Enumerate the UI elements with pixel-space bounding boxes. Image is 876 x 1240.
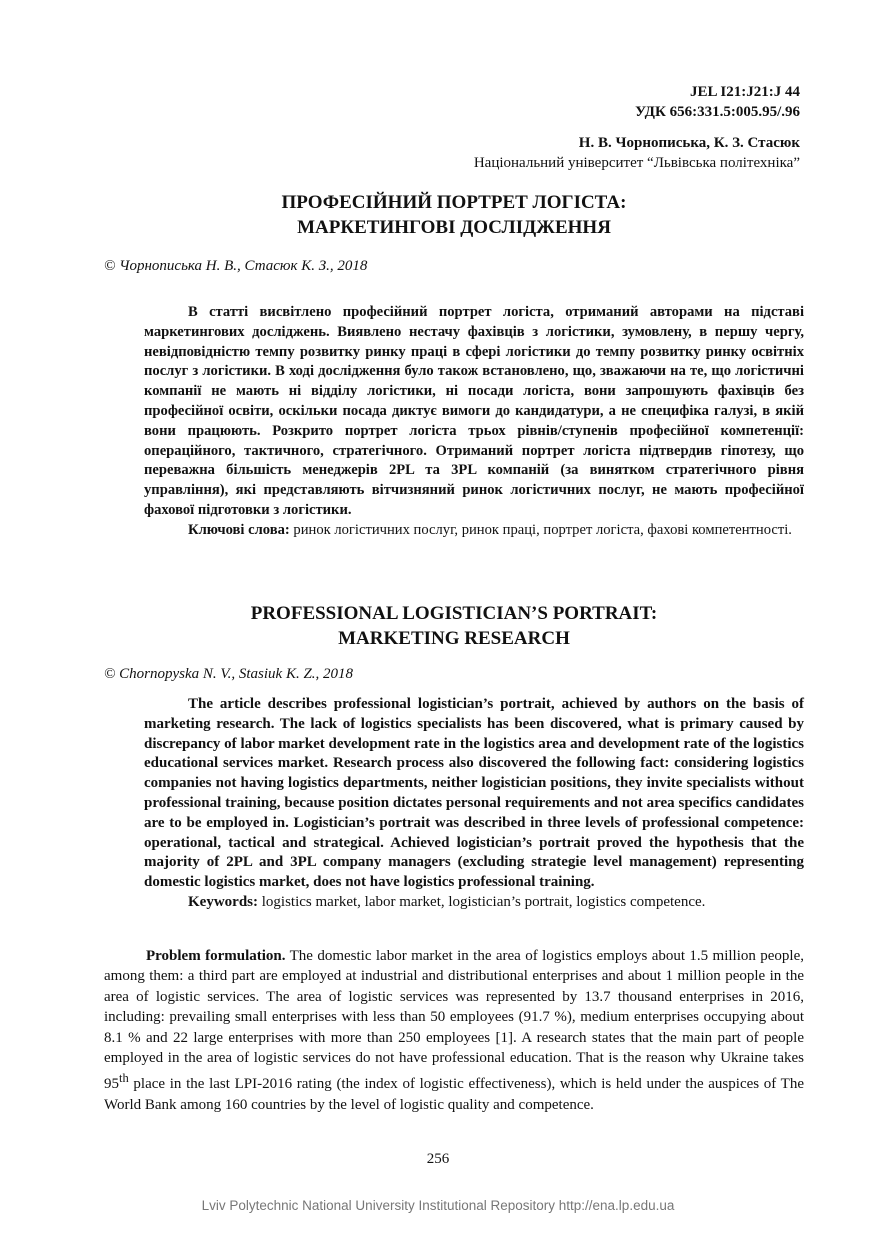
abstract-ukrainian — [144, 303, 804, 541]
title-english — [104, 601, 804, 651]
keywords-english — [144, 893, 804, 913]
body-section — [104, 946, 804, 1115]
jel-code: JEL I21:J21:J 44 — [689, 84, 800, 100]
author-block — [474, 133, 800, 173]
copyright-ukrainian: © Чорнописька Н. В., Стасюк К. З., 2018 — [104, 258, 368, 274]
body-text-part1: The domestic labor market in the area of logistics employs about 1.5 million people, among them: a third part are employed at industrial and distributional enterprises and about 1 million people in the area of logistic services. The area of logistic services was represented by 13.7 thousand enterprises in 2016, including: prevailing small enterprises with less than 50 employees (91.7 %), medium enterprises occupying about 8.1 % and 22 large enterprises with more than 250 employees [1]. A research states that the main part of people employed in the area of logistic services do not have professional education. That is the reason why Ukraine takes 95 — [104, 948, 805, 1093]
affiliation: Національний університет “Львівська політехніка” — [473, 155, 800, 171]
classification-codes — [635, 82, 800, 122]
abstract-ua-text: В статті висвітлено професійний портрет логіста, отриманий авторами на підставі маркетингових досліджень. Виявлено нестачу фахівців з логістики, зумовлену, в першу чергу, невідповідністю темпу розвитку ринку праці в сфері логістики до темпу розвитку ринку освітніх послуг з логістики. В ході дослідження було також встановлено, що, зважаючи на те, що логістичні компанії не мають ні відділу логістики, ні посади логіста, вони запрошують фахівців без професійної освіти, оскільки посада диктує вимоги до кандидатури, а не специфіка галузі, в якій вони працюють. Розкрито портрет логіста трьох рівнів/ступенів професійної компетенції: операційного, тактичного, стратегічного. Отриманий портрет логіста підтвердив гіпотезу, що переважна більшість менеджерів 2PL та 3PL компаній (за винятком стратегічного рівня управління), які представляють вітчизняний ринок логістичних послуг, не мають професійної фахової підготовки з логістики. — [144, 304, 804, 518]
copyright-english: © Chornopyska N. V., Stasiuk K. Z., 2018 — [104, 666, 354, 682]
udk-code: УДК 656:331.5:005.95/.96 — [635, 104, 800, 120]
keywords-en-text: logistics market, labor market, logistician’s portrait, logistics competence. — [258, 893, 706, 910]
page-number: 256 — [426, 1151, 450, 1167]
title-en-line2: MARKETING RESEARCH — [338, 628, 570, 649]
title-en-line1: PROFESSIONAL LOGISTICIAN’S PORTRAIT: — [250, 603, 658, 624]
abstract-english — [144, 695, 804, 913]
body-text-part2: place in the last LPI-2016 rating (the index of logistic effectiveness), which is held under the auspices of The World Bank among 160 countries by the level of logistic quality and competence. — [104, 1076, 804, 1113]
superscript-th: th — [119, 1071, 129, 1086]
keywords-ua-text: ринок логістичних послуг, ринок праці, портрет логіста, фахові компетентності. — [289, 521, 792, 538]
title-ua-line2: МАРКЕТИНГОВІ ДОСЛІДЖЕННЯ — [297, 217, 611, 238]
section-heading: Problem formulation. — [146, 948, 286, 964]
title-ukrainian — [104, 190, 804, 240]
repository-footer: Lviv Polytechnic National University Institutional Repository http://ena.lp.edu.ua — [201, 1198, 675, 1213]
abstract-en-text: The article describes professional logistician’s portrait, achieved by authors on the basis of marketing research. The lack of logistics specialists has been discovered, what is primary caused by discrepancy of labor market development rate in the logistics area and development rate of the logistics educational services market. Research process also discovered the following fact: considering logistics companies not having logistics departments, neither logistician positions, they invite specialists without professional training, because position dictates personal requirements and not area specifics candidates are to be employed in. Logistician’s portrait was described in three levels of professional competence: operational, tactical and strategical. Achieved logistician’s portrait proved the hypothesis that the majority of 2PL and 3PL company managers (excluding strategie level management) representing domestic logistics market, does not have logistics professional training. — [144, 696, 804, 891]
keywords-ua-label: Ключові слова: — [188, 521, 290, 538]
keywords-en-label: Keywords: — [188, 893, 258, 910]
keywords-ukrainian — [144, 521, 804, 541]
author-names: Н. В. Чорнописька, К. З. Стасюк — [578, 135, 800, 151]
title-ua-line1: ПРОФЕСІЙНИЙ ПОРТРЕТ ЛОГІСТА: — [281, 192, 627, 213]
body-paragraph — [104, 946, 804, 1115]
